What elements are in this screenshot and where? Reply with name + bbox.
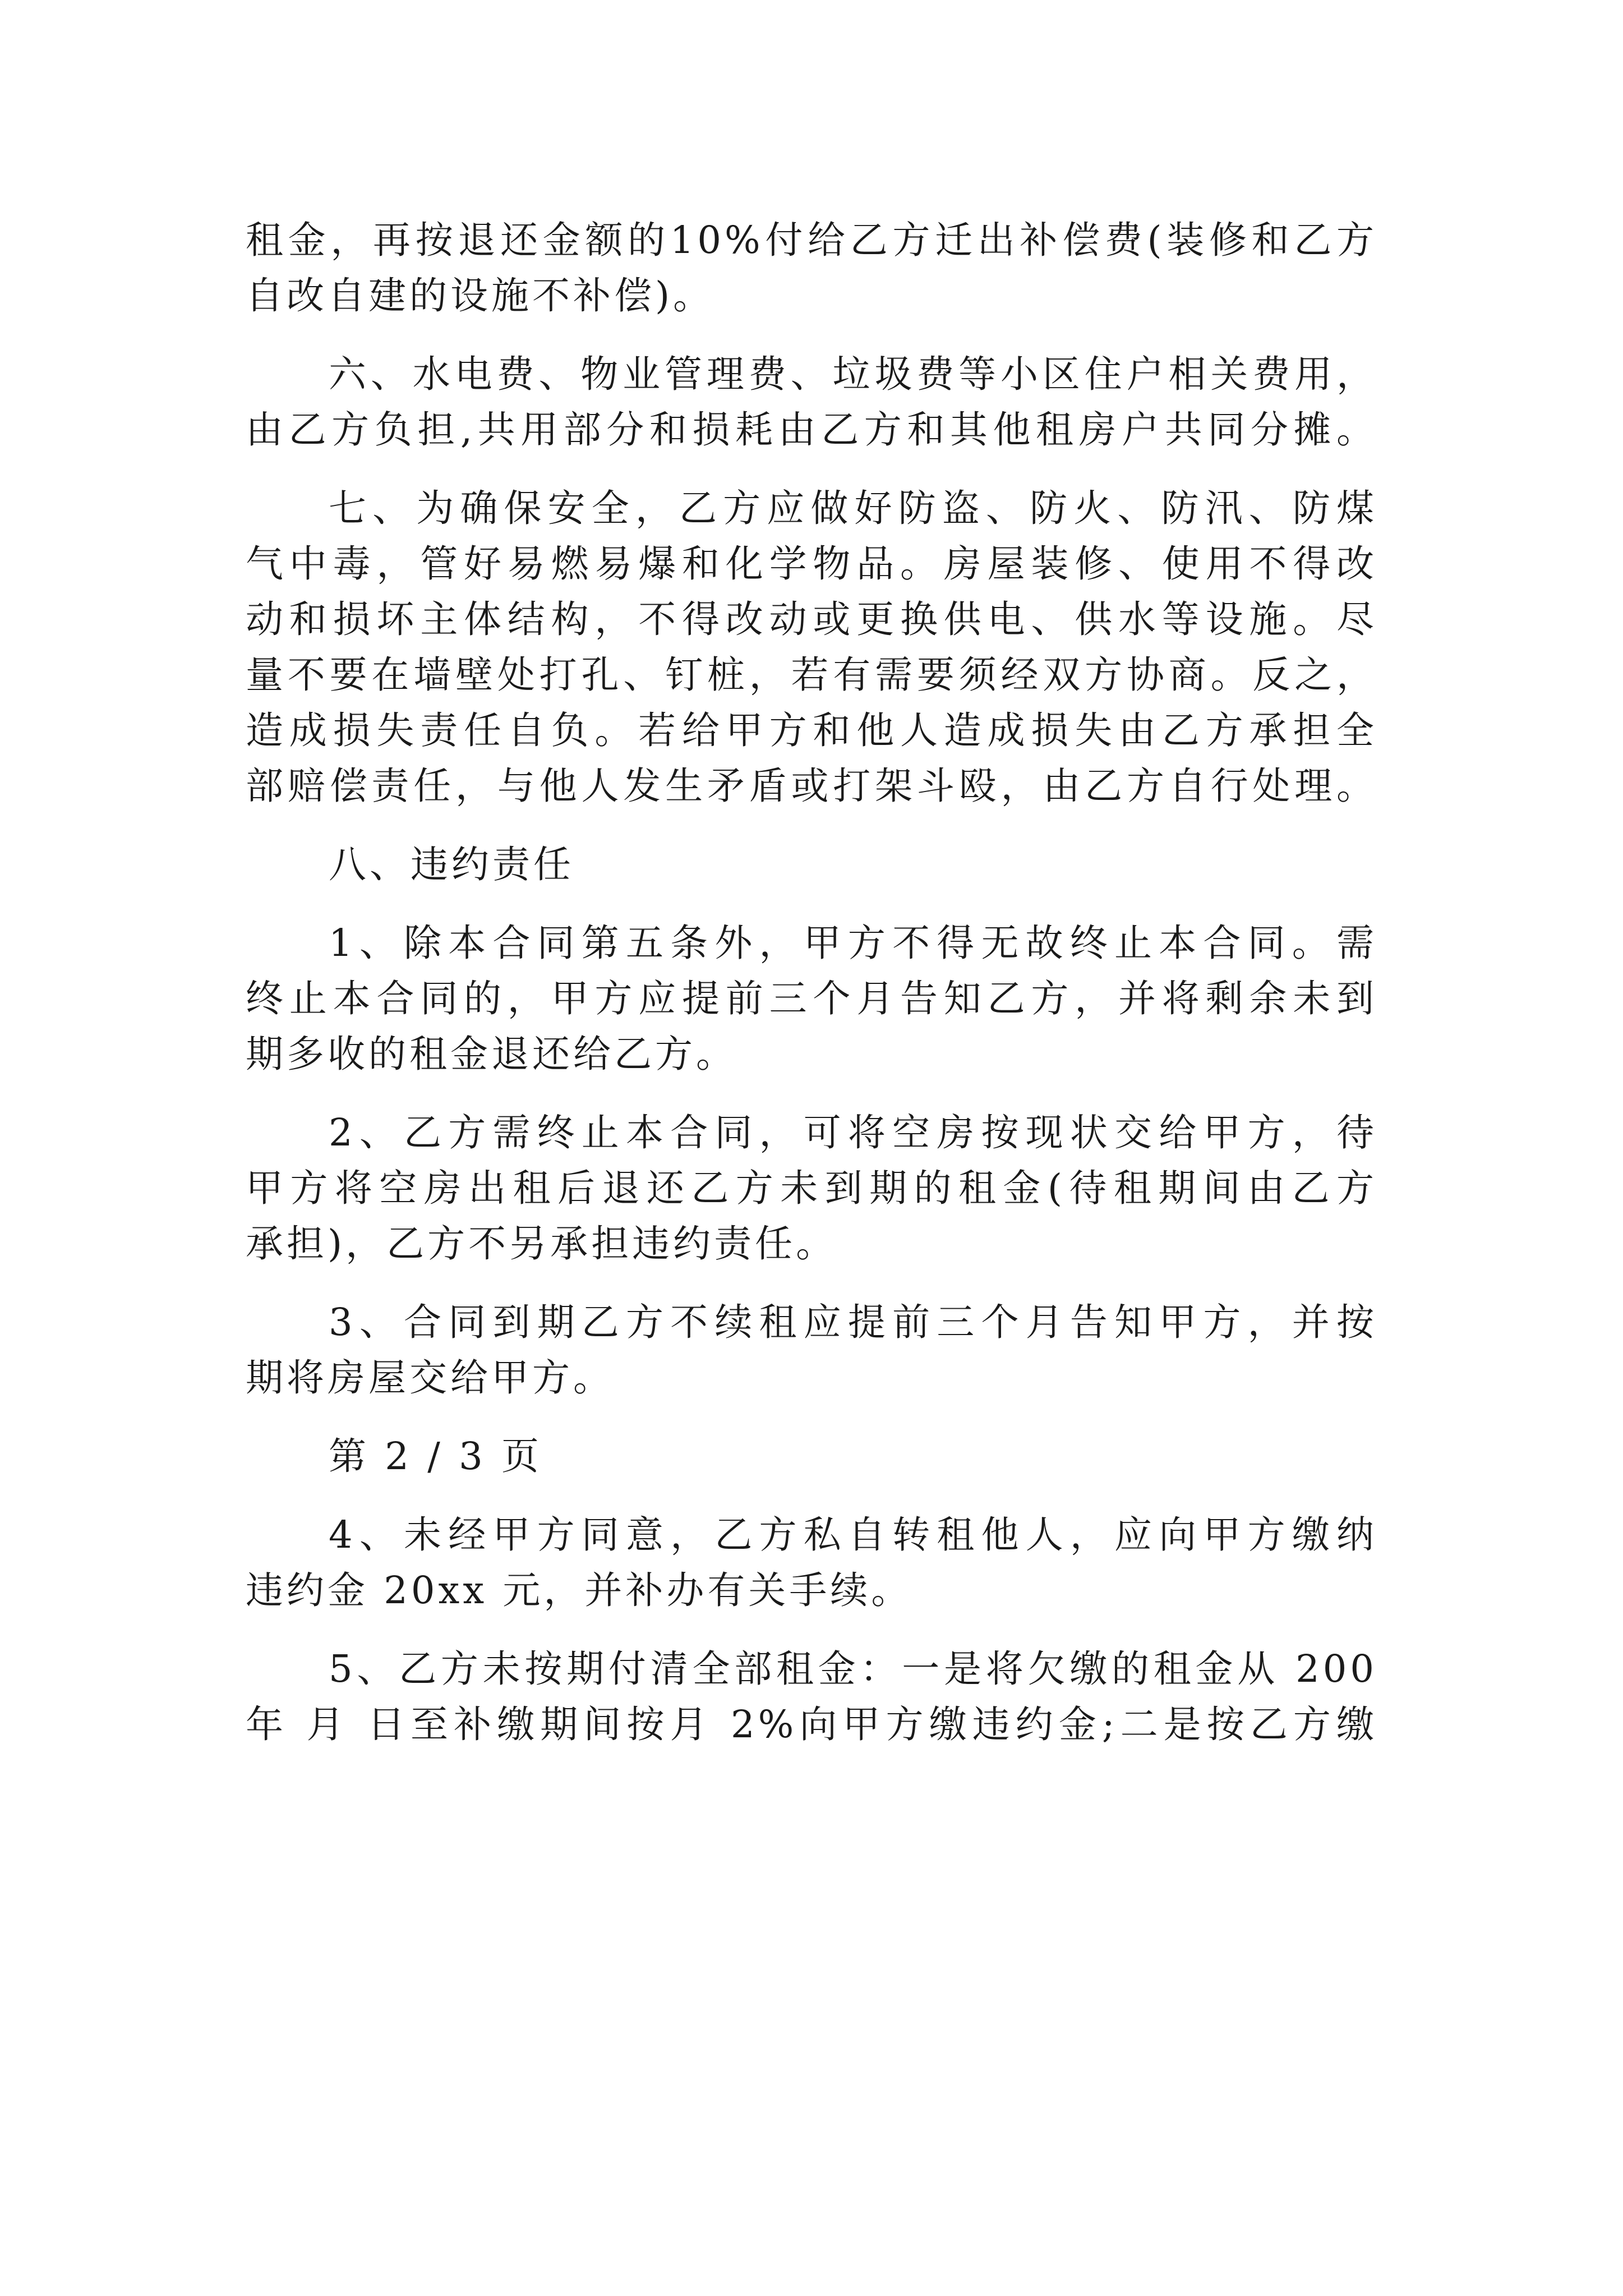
text-line: 六、水电费、物业管理费、垃圾费等小区住户相关费用，	[329, 352, 1377, 396]
text-line: 部赔偿责任，与他人发生矛盾或打架斗殴，由乙方自行处理。	[246, 764, 1377, 808]
text-line: 期多收的租金退还给乙方。	[246, 1032, 737, 1076]
text-line: 年 月 日至补缴期间按月 2%向甲方缴违约金;二是按乙方缴	[246, 1703, 1377, 1746]
text-line: 1、除本合同第五条外，甲方不得无故终止本合同。需	[329, 921, 1377, 965]
text-line: 甲方将空房出租后退还乙方未到期的租金(待租期间由乙方	[246, 1166, 1377, 1210]
text-line: 七、为确保安全，乙方应做好防盗、防火、防汛、防煤	[329, 486, 1377, 530]
text-line: 动和损坏主体结构，不得改动或更换供电、供水等设施。尽	[246, 597, 1377, 641]
text-line: 量不要在墙壁处打孔、钉桩，若有需要须经双方协商。反之，	[246, 653, 1377, 697]
text-line: 租金，再按退还金额的10%付给乙方迁出补偿费(装修和乙方	[246, 218, 1377, 262]
text-line: 3、合同到期乙方不续租应提前三个月告知甲方，并按	[329, 1300, 1377, 1344]
text-line: 违约金 20xx 元，并补办有关手续。	[246, 1568, 912, 1612]
text-line: 4、未经甲方同意，乙方私自转租他人，应向甲方缴纳	[329, 1513, 1377, 1557]
text-line: 造成损失责任自负。若给甲方和他人造成损失由乙方承担全	[246, 708, 1377, 752]
page-number: 第 2 / 3 页	[329, 1434, 543, 1478]
text-line: 期将房屋交给甲方。	[246, 1356, 614, 1400]
text-line: 终止本合同的，甲方应提前三个月告知乙方，并将剩余未到	[246, 977, 1377, 1020]
text-line: 5、乙方未按期付清全部租金：一是将欠缴的租金从 200	[329, 1647, 1377, 1691]
text-line: 承担)，乙方不另承担违约责任。	[246, 1222, 837, 1266]
text-line: 自改自建的设施不补偿)。	[246, 274, 714, 318]
text-line: 气中毒，管好易燃易爆和化学物品。房屋装修、使用不得改	[246, 542, 1377, 586]
text-line: 2、乙方需终止本合同，可将空房按现状交给甲方，待	[329, 1111, 1377, 1154]
text-line: 八、违约责任	[329, 843, 574, 886]
text-line: 由乙方负担,共用部分和损耗由乙方和其他租房户共同分摊。	[246, 408, 1377, 452]
